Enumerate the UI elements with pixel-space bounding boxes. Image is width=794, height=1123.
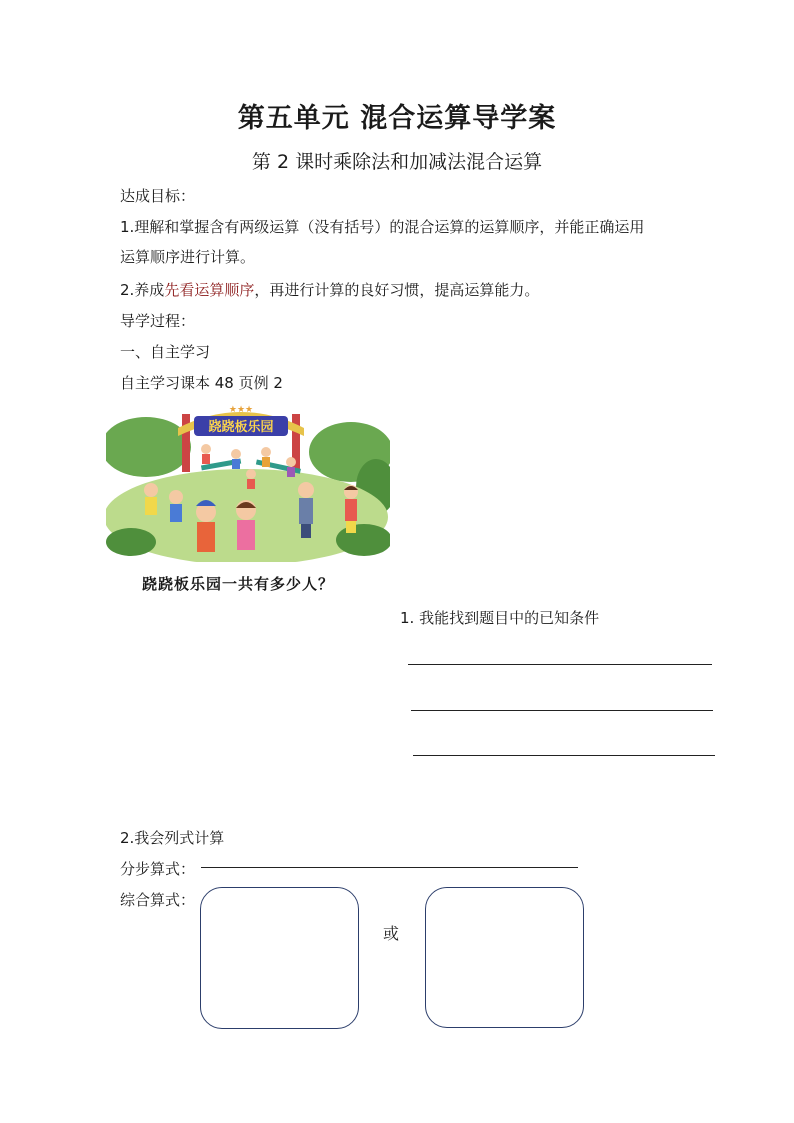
arch-post-left [182,414,190,472]
answer-blank-3[interactable] [413,755,715,756]
page-title: 第五单元 混合运算导学案 [237,103,557,134]
objective-1-line-2: 运算顺序进行计算。 [120,248,256,266]
illustration-question: 跷跷板乐园一共有多少人？ [142,575,335,593]
objective-2-prefix: 2.养成 [120,281,165,299]
stars-icon: ★★★ [228,405,254,415]
answer-blank-1[interactable] [408,664,712,665]
task-1-label: 1. 我能找到题目中的已知条件 [400,609,600,627]
process-heading: 导学过程： [120,312,196,330]
stepwise-answer-blank[interactable] [201,867,578,868]
seesaw-park-illustration [106,402,390,562]
or-label: 或 [383,924,400,943]
objective-1-line-1: 1.理解和掌握含有两级运算（没有括号）的混合运算的运算顺序，并能正确运用 [120,218,645,236]
task-2-label: 2.我会列式计算 [120,829,225,847]
section-1-instruction: 自主学习课本 48 页例 2 [120,374,283,392]
answer-blank-2[interactable] [411,710,713,711]
bush-left [106,528,156,556]
combined-answer-box-1[interactable] [200,887,359,1029]
bush-right [336,524,390,556]
combined-answer-box-2[interactable] [425,887,584,1028]
objective-2-suffix: ，再进行计算的良好习惯，提高运算能力。 [254,281,540,299]
lesson-subtitle: 第 2 课时乘除法和加减法混合运算 [251,151,543,173]
section-1-heading: 一、自主学习 [120,343,211,361]
combined-label: 综合算式： [120,891,196,909]
objective-2-highlight: 先看运算顺序 [164,281,255,299]
tree-left [106,417,191,477]
objectives-heading: 达成目标： [120,187,196,205]
sign-text: 跷跷板乐园 [208,420,274,435]
stepwise-label: 分步算式： [120,860,196,878]
objective-2 [120,280,539,300]
